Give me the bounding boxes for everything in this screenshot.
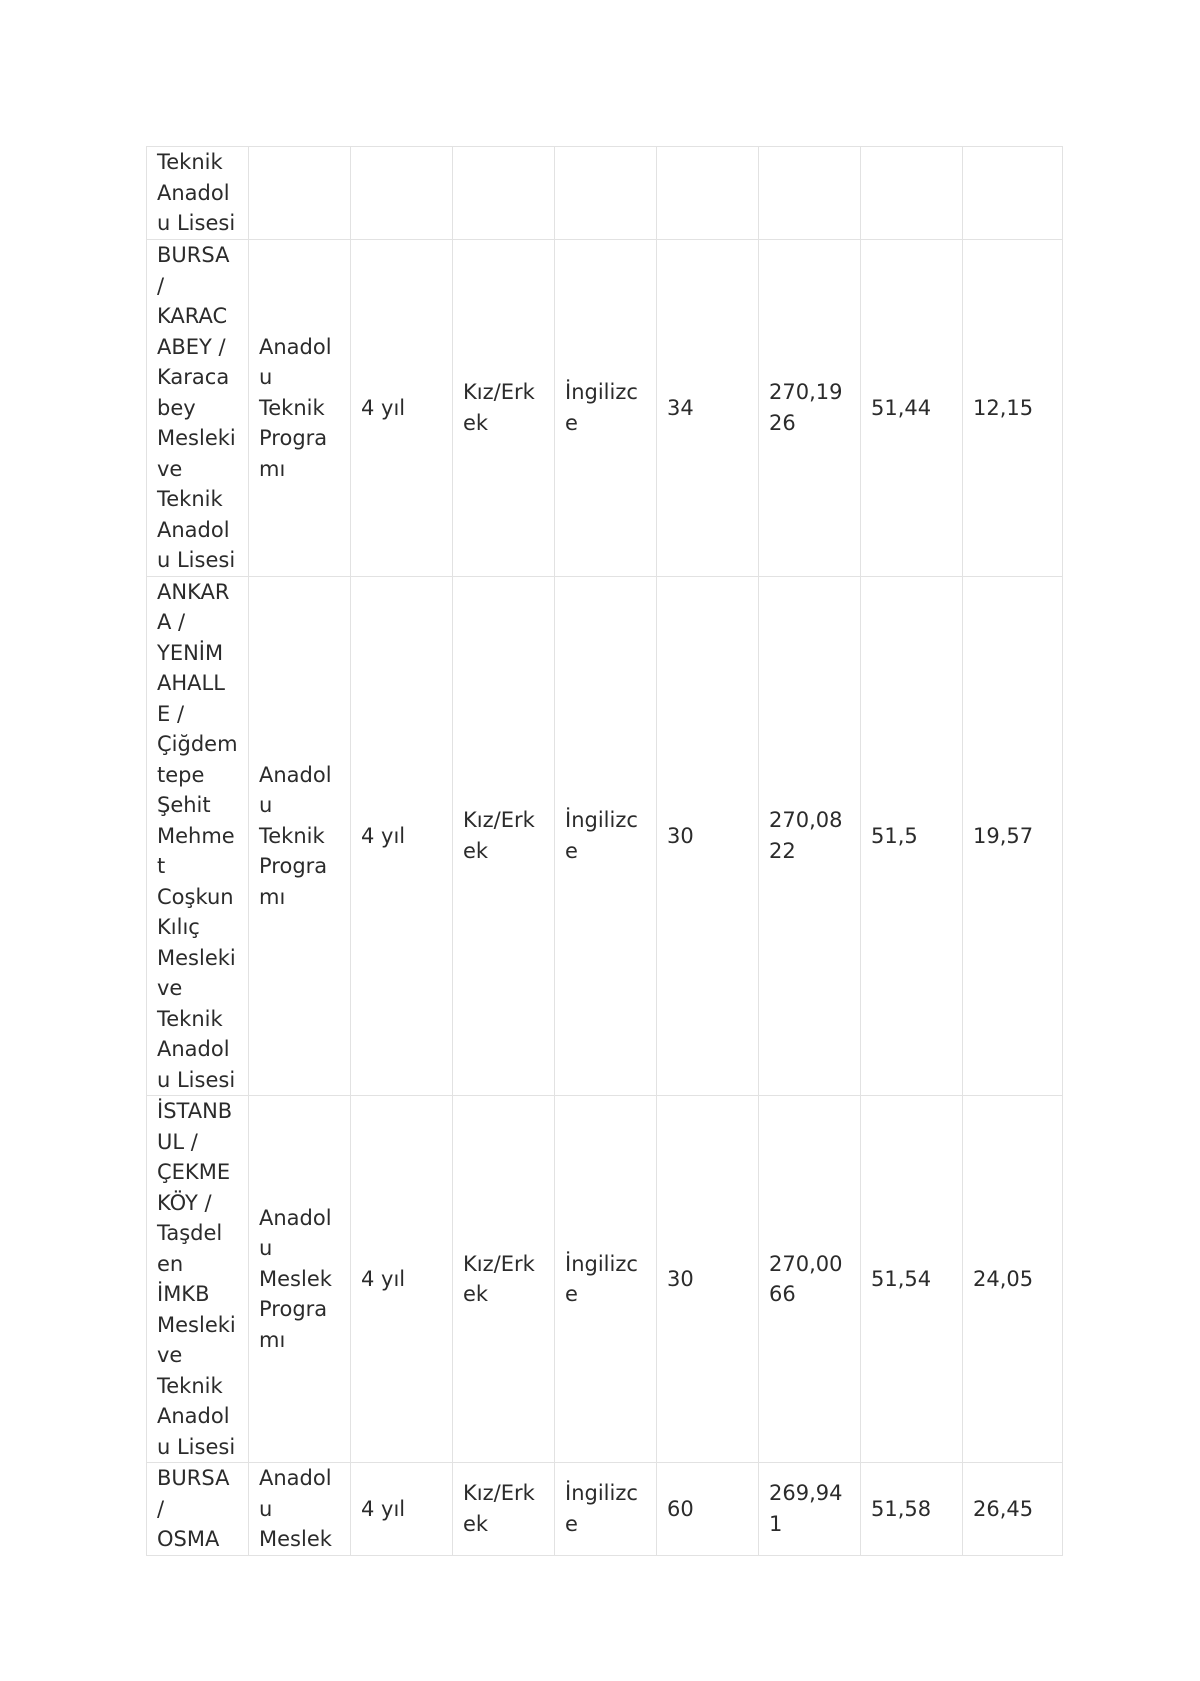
school-name: BURSA / OSMA [157,1466,230,1551]
duration-value: 4 yıl [361,1266,406,1291]
language-cell [555,240,657,577]
duration-value: 4 yıl [361,1496,406,1521]
language-cell [555,147,657,240]
language-value: İngilizc e [565,1481,638,1536]
school-cell [147,576,249,1096]
duration-cell [351,1463,453,1556]
gender-value: Kız/Erk ek [463,380,535,435]
gender-cell [453,1463,555,1556]
duration-value: 4 yıl [361,823,406,848]
quota-value: 34 [667,395,694,420]
score-cell [759,1096,861,1463]
school-cell [147,1463,249,1556]
score-value: 270,19 26 [769,380,843,435]
score-value: 269,94 1 [769,1481,843,1536]
percentile-b-cell [963,147,1063,240]
percentile-a-cell [861,1096,963,1463]
quota-cell [657,240,759,577]
table-row [147,147,1063,240]
program-name: Anadol u Meslek [259,1466,332,1551]
percentile-b-value: 12,15 [973,395,1034,420]
percentile-b-value: 19,57 [973,823,1034,848]
school-cell [147,147,249,240]
school-name: BURSA / KARAC ABEY / Karaca bey Mesleki ve Teknik Anadol u Lisesi [157,243,236,572]
school-name: İSTANB UL / ÇEKME KÖY / Taşdel en İMKB Mesleki ve Teknik Anadol u Lisesi [157,1099,236,1459]
table-body [147,147,1063,1556]
percentile-a-value: 51,5 [871,823,918,848]
percentile-b-cell [963,240,1063,577]
language-cell [555,576,657,1096]
program-cell [249,1096,351,1463]
duration-cell [351,240,453,577]
quota-cell [657,576,759,1096]
score-value: 270,00 66 [769,1251,843,1306]
percentile-a-cell [861,240,963,577]
language-value: İngilizc e [565,380,638,435]
duration-cell [351,1096,453,1463]
language-cell [555,1463,657,1556]
score-cell [759,240,861,577]
percentile-a-cell [861,576,963,1096]
gender-cell [453,1096,555,1463]
table-row [147,1096,1063,1463]
quota-cell [657,147,759,240]
program-name: Anadol u Teknik Progra mı [259,762,332,909]
school-cell [147,240,249,577]
percentile-b-value: 24,05 [973,1266,1034,1291]
percentile-a-value: 51,58 [871,1496,932,1521]
quota-cell [657,1096,759,1463]
percentile-a-value: 51,44 [871,395,932,420]
gender-cell [453,576,555,1096]
score-cell [759,576,861,1096]
table-row [147,240,1063,577]
percentile-b-cell [963,1096,1063,1463]
gender-value: Kız/Erk ek [463,1251,535,1306]
score-cell [759,1463,861,1556]
quota-value: 30 [667,1266,694,1291]
gender-cell [453,240,555,577]
score-value: 270,08 22 [769,808,843,863]
program-cell [249,147,351,240]
score-cell [759,147,861,240]
percentile-b-value: 26,45 [973,1496,1034,1521]
duration-cell [351,147,453,240]
duration-value: 4 yıl [361,395,406,420]
school-cell [147,1096,249,1463]
quota-value: 60 [667,1496,694,1521]
language-value: İngilizc e [565,808,638,863]
language-value: İngilizc e [565,1251,638,1306]
program-cell [249,240,351,577]
duration-cell [351,576,453,1096]
quota-value: 30 [667,823,694,848]
percentile-a-value: 51,54 [871,1266,932,1291]
program-cell [249,1463,351,1556]
percentile-a-cell [861,1463,963,1556]
school-name: Teknik Anadol u Lisesi [157,150,236,235]
gender-value: Kız/Erk ek [463,1481,535,1536]
gender-cell [453,147,555,240]
gender-value: Kız/Erk ek [463,808,535,863]
percentile-b-cell [963,1463,1063,1556]
table-row [147,576,1063,1096]
percentile-a-cell [861,147,963,240]
language-cell [555,1096,657,1463]
quota-cell [657,1463,759,1556]
program-name: Anadol u Teknik Progra mı [259,334,332,481]
school-table [146,146,1063,1556]
school-name: ANKAR A / YENİM AHALL E / Çiğdem tepe Şehit Mehme t Coşkun Kılıç Mesleki ve Teknik Anadol u Lisesi [157,579,238,1092]
program-cell [249,576,351,1096]
program-name: Anadol u Meslek Progra mı [259,1205,332,1352]
percentile-b-cell [963,576,1063,1096]
table-row [147,1463,1063,1556]
